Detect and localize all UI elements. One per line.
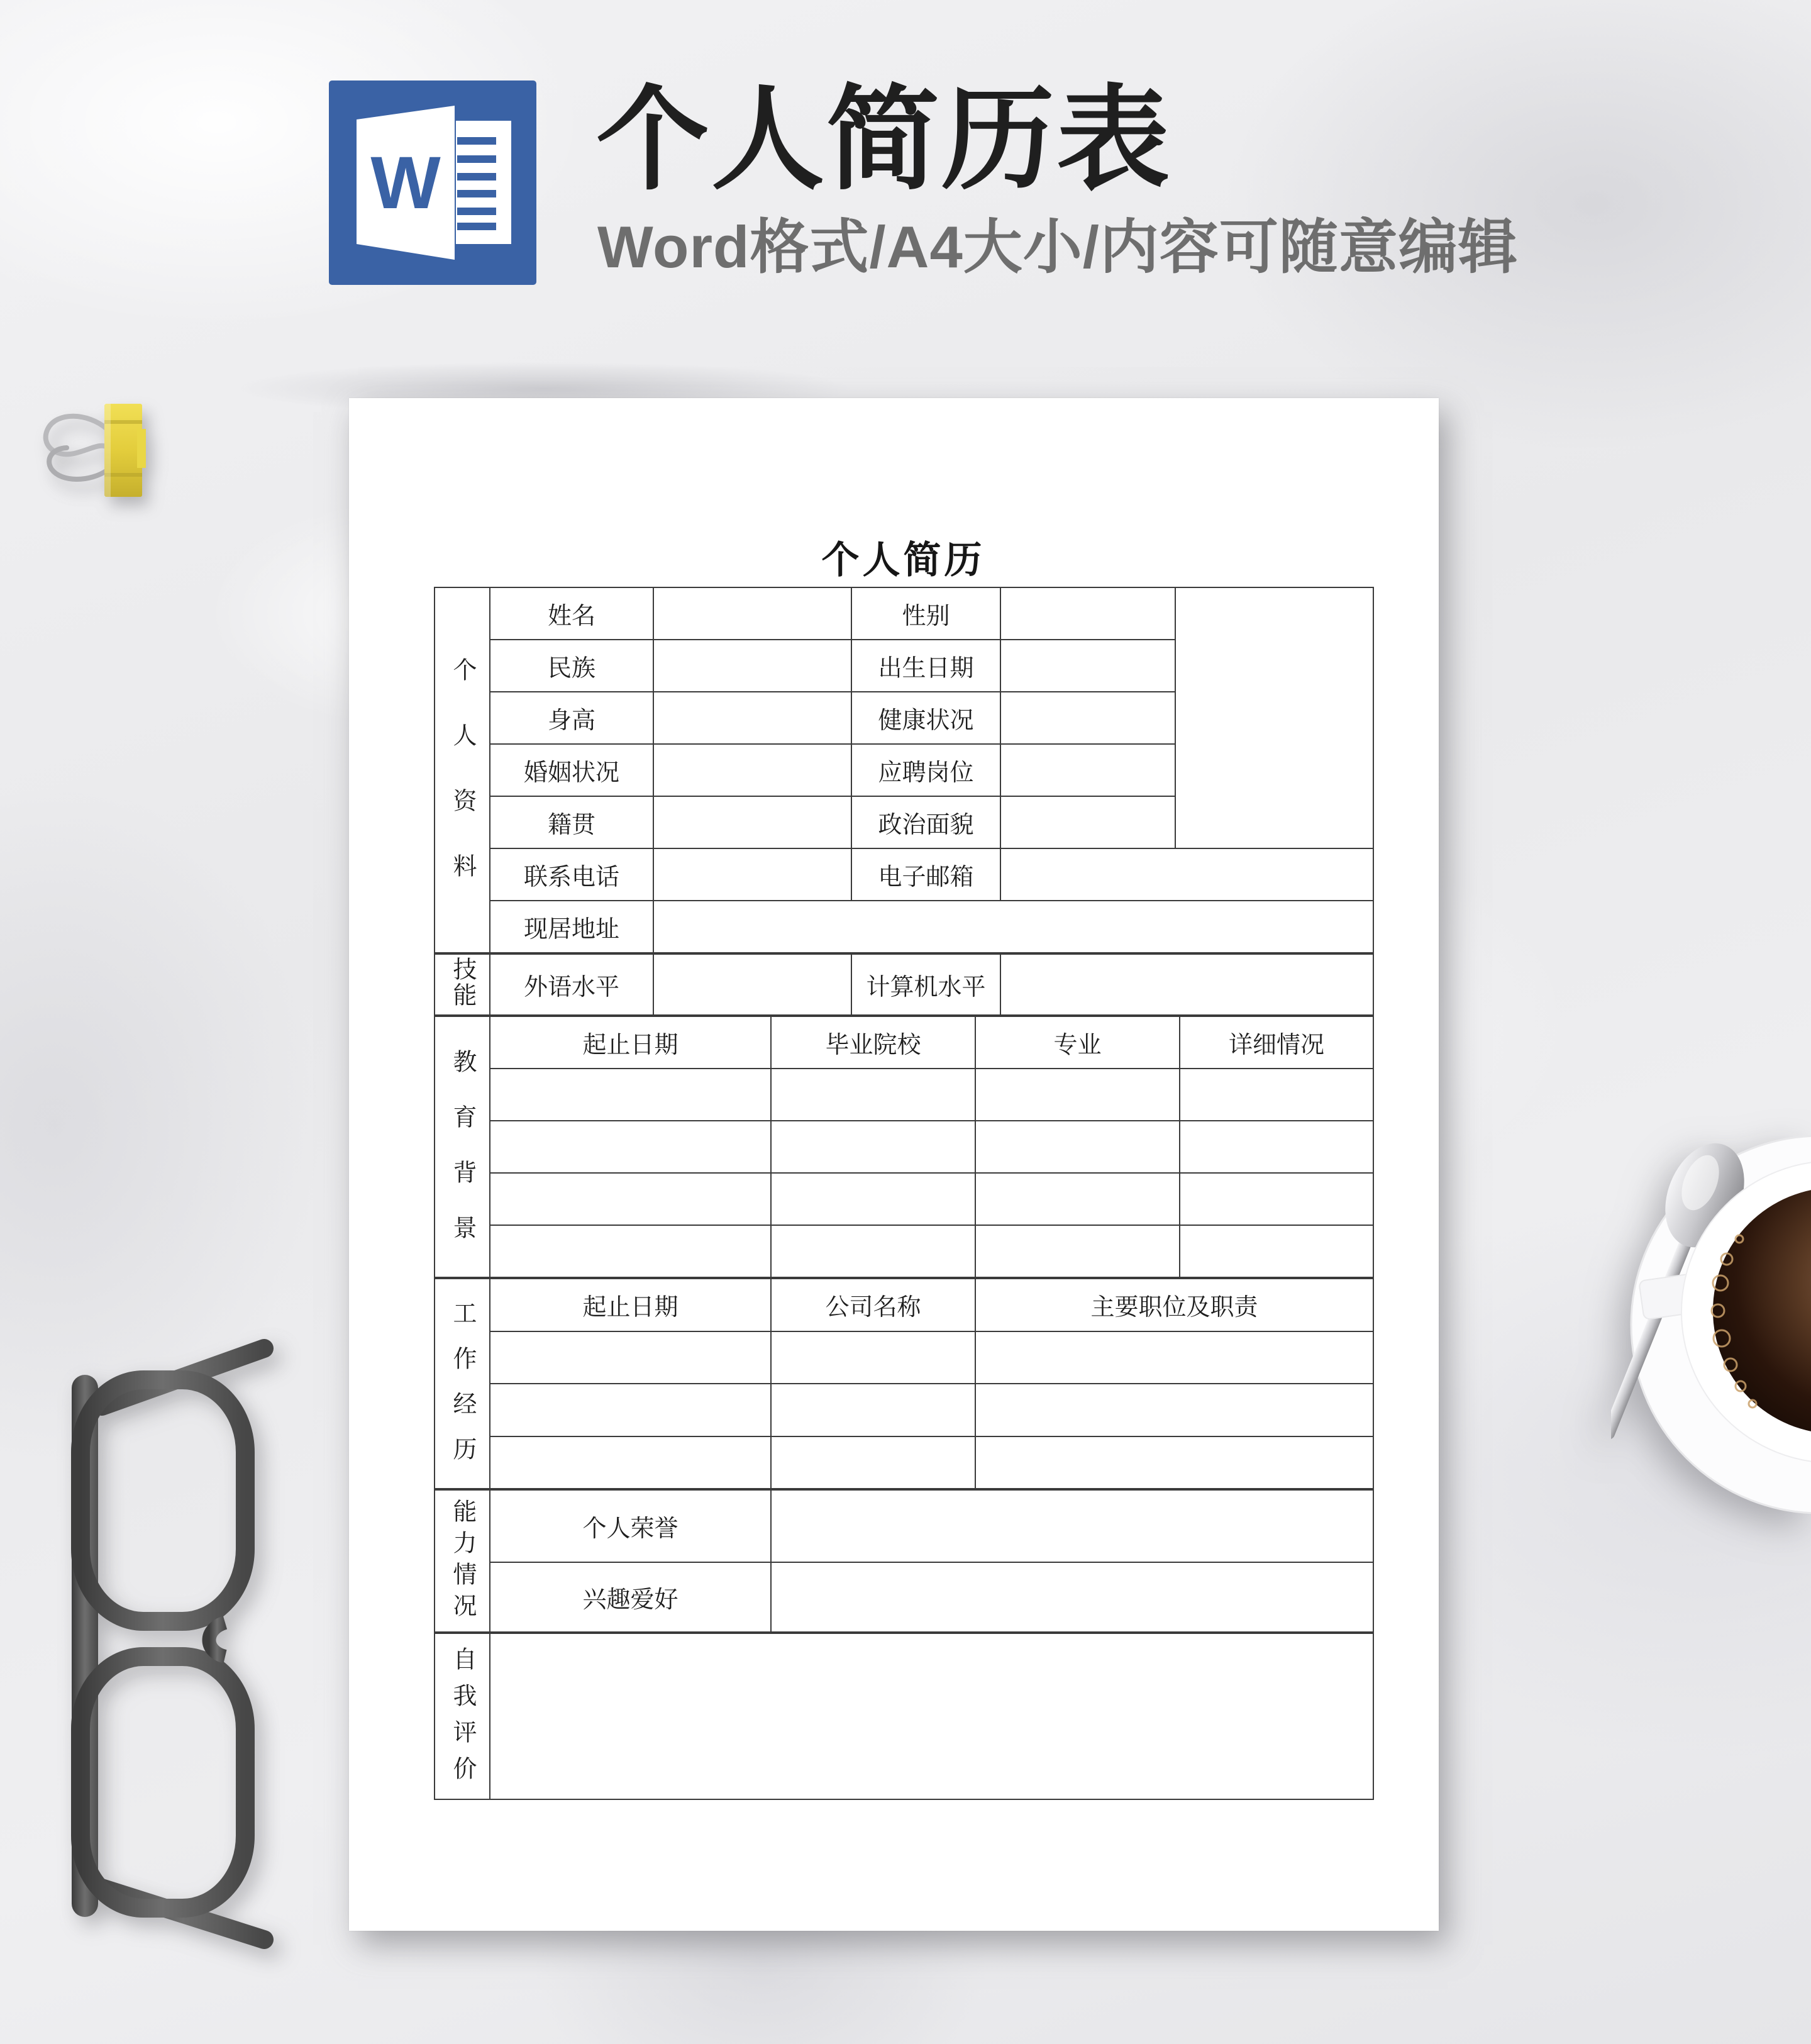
empty-cell xyxy=(490,1331,771,1384)
empty-cell xyxy=(771,1384,975,1436)
empty-cell xyxy=(490,1069,771,1121)
empty-cell xyxy=(975,1225,1180,1277)
field-value-phone xyxy=(653,848,851,901)
field-label-computer: 计算机水平 xyxy=(851,954,1000,1015)
empty-cell xyxy=(490,1436,771,1489)
empty-cell xyxy=(1180,1069,1373,1121)
section-label-text: 能力情况 xyxy=(449,1499,475,1625)
field-label-name: 姓名 xyxy=(490,587,653,640)
field-label-email: 电子邮箱 xyxy=(851,848,1000,901)
page-subtitle: Word格式/A4大小/内容可随意编辑 xyxy=(597,214,1518,280)
empty-cell xyxy=(1180,1225,1373,1277)
resume-table xyxy=(434,587,1373,1800)
education-table xyxy=(434,1016,1374,1278)
field-value-marital xyxy=(653,744,851,796)
empty-cell xyxy=(771,1069,975,1121)
coffee-cup-decoration xyxy=(1611,1125,1811,1527)
word-icon-letter: W xyxy=(370,142,441,225)
field-value-ethnicity xyxy=(653,640,851,692)
section-label-work xyxy=(435,1279,490,1489)
word-icon xyxy=(329,81,536,285)
self-evaluation-table xyxy=(434,1633,1374,1800)
field-value-email xyxy=(1000,848,1373,901)
column-header-company: 公司名称 xyxy=(771,1279,975,1331)
section-label-abilities xyxy=(435,1490,490,1632)
field-value-foreign-language xyxy=(653,954,851,1015)
binder-clip-decoration xyxy=(30,396,150,503)
empty-cell xyxy=(975,1173,1180,1225)
document-title: 个人简历 xyxy=(821,539,985,581)
field-label-hobbies: 兴趣爱好 xyxy=(490,1562,771,1632)
section-label-text: 技能 xyxy=(449,957,475,1008)
empty-cell xyxy=(771,1121,975,1173)
page-title: 个人简历表 xyxy=(596,77,1172,203)
empty-cell xyxy=(771,1436,975,1489)
work-experience-table xyxy=(434,1278,1374,1489)
empty-cell xyxy=(490,1384,771,1436)
empty-cell xyxy=(1180,1173,1373,1225)
abilities-table xyxy=(434,1489,1374,1633)
empty-cell xyxy=(1180,1121,1373,1173)
resume-paper xyxy=(349,398,1439,1931)
field-value-political xyxy=(1000,796,1175,848)
field-value-position xyxy=(1000,744,1175,796)
glasses-bridge xyxy=(209,1623,226,1657)
field-label-marital: 婚姻状况 xyxy=(490,744,653,796)
column-header-details: 详细情况 xyxy=(1180,1016,1373,1069)
glasses-lens-bottom xyxy=(80,1657,245,1908)
field-value-gender xyxy=(1000,587,1175,640)
section-label-text: 自我评价 xyxy=(449,1647,475,1792)
empty-cell xyxy=(490,1173,771,1225)
section-label-text: 个人资料 xyxy=(449,657,475,919)
field-value-self-evaluation xyxy=(490,1633,1373,1799)
empty-cell xyxy=(975,1331,1373,1384)
field-label-political: 政治面貌 xyxy=(851,796,1000,848)
section-label-text: 教育背景 xyxy=(449,1048,475,1270)
field-value-birthdate xyxy=(1000,640,1175,692)
field-value-computer xyxy=(1000,954,1373,1015)
section-label-self-evaluation xyxy=(435,1633,490,1799)
column-header-major: 专业 xyxy=(975,1016,1180,1069)
section-label-education xyxy=(435,1016,490,1277)
field-label-phone: 联系电话 xyxy=(490,848,653,901)
empty-cell xyxy=(975,1069,1180,1121)
column-header-dates: 起止日期 xyxy=(490,1016,771,1069)
field-label-gender: 性别 xyxy=(851,587,1000,640)
field-label-birthplace: 籍贯 xyxy=(490,796,653,848)
section-label-text: 工作经历 xyxy=(449,1301,475,1482)
column-header-duties: 主要职位及职责 xyxy=(975,1279,1373,1331)
glasses-lens-top xyxy=(80,1380,245,1621)
column-header-school: 毕业院校 xyxy=(771,1016,975,1069)
empty-cell xyxy=(975,1436,1373,1489)
empty-cell xyxy=(975,1121,1180,1173)
field-value-health xyxy=(1000,692,1175,744)
column-header-dates: 起止日期 xyxy=(490,1279,771,1331)
clip-body-step xyxy=(137,429,146,468)
field-value-birthplace xyxy=(653,796,851,848)
field-label-foreign-language: 外语水平 xyxy=(490,954,653,1015)
field-label-honors: 个人荣誉 xyxy=(490,1490,771,1562)
field-value-honors xyxy=(771,1490,1373,1562)
field-label-height: 身高 xyxy=(490,692,653,744)
field-label-address: 现居地址 xyxy=(490,901,653,953)
empty-cell xyxy=(771,1173,975,1225)
field-label-position: 应聘岗位 xyxy=(851,744,1000,796)
photo-cell xyxy=(1175,587,1373,848)
eyeglasses-decoration xyxy=(63,1338,274,1958)
field-label-ethnicity: 民族 xyxy=(490,640,653,692)
empty-cell xyxy=(490,1225,771,1277)
skills-table xyxy=(434,953,1374,1016)
field-value-height xyxy=(653,692,851,744)
empty-cell xyxy=(490,1121,771,1173)
field-value-hobbies xyxy=(771,1562,1373,1632)
empty-cell xyxy=(975,1384,1373,1436)
field-value-name xyxy=(653,587,851,640)
section-label-personal xyxy=(435,587,490,953)
field-label-health: 健康状况 xyxy=(851,692,1000,744)
field-value-address xyxy=(653,901,1373,953)
field-label-birthdate: 出生日期 xyxy=(851,640,1000,692)
empty-cell xyxy=(771,1331,975,1384)
section-label-skills xyxy=(435,954,490,1015)
personal-info-table xyxy=(434,587,1374,953)
empty-cell xyxy=(771,1225,975,1277)
